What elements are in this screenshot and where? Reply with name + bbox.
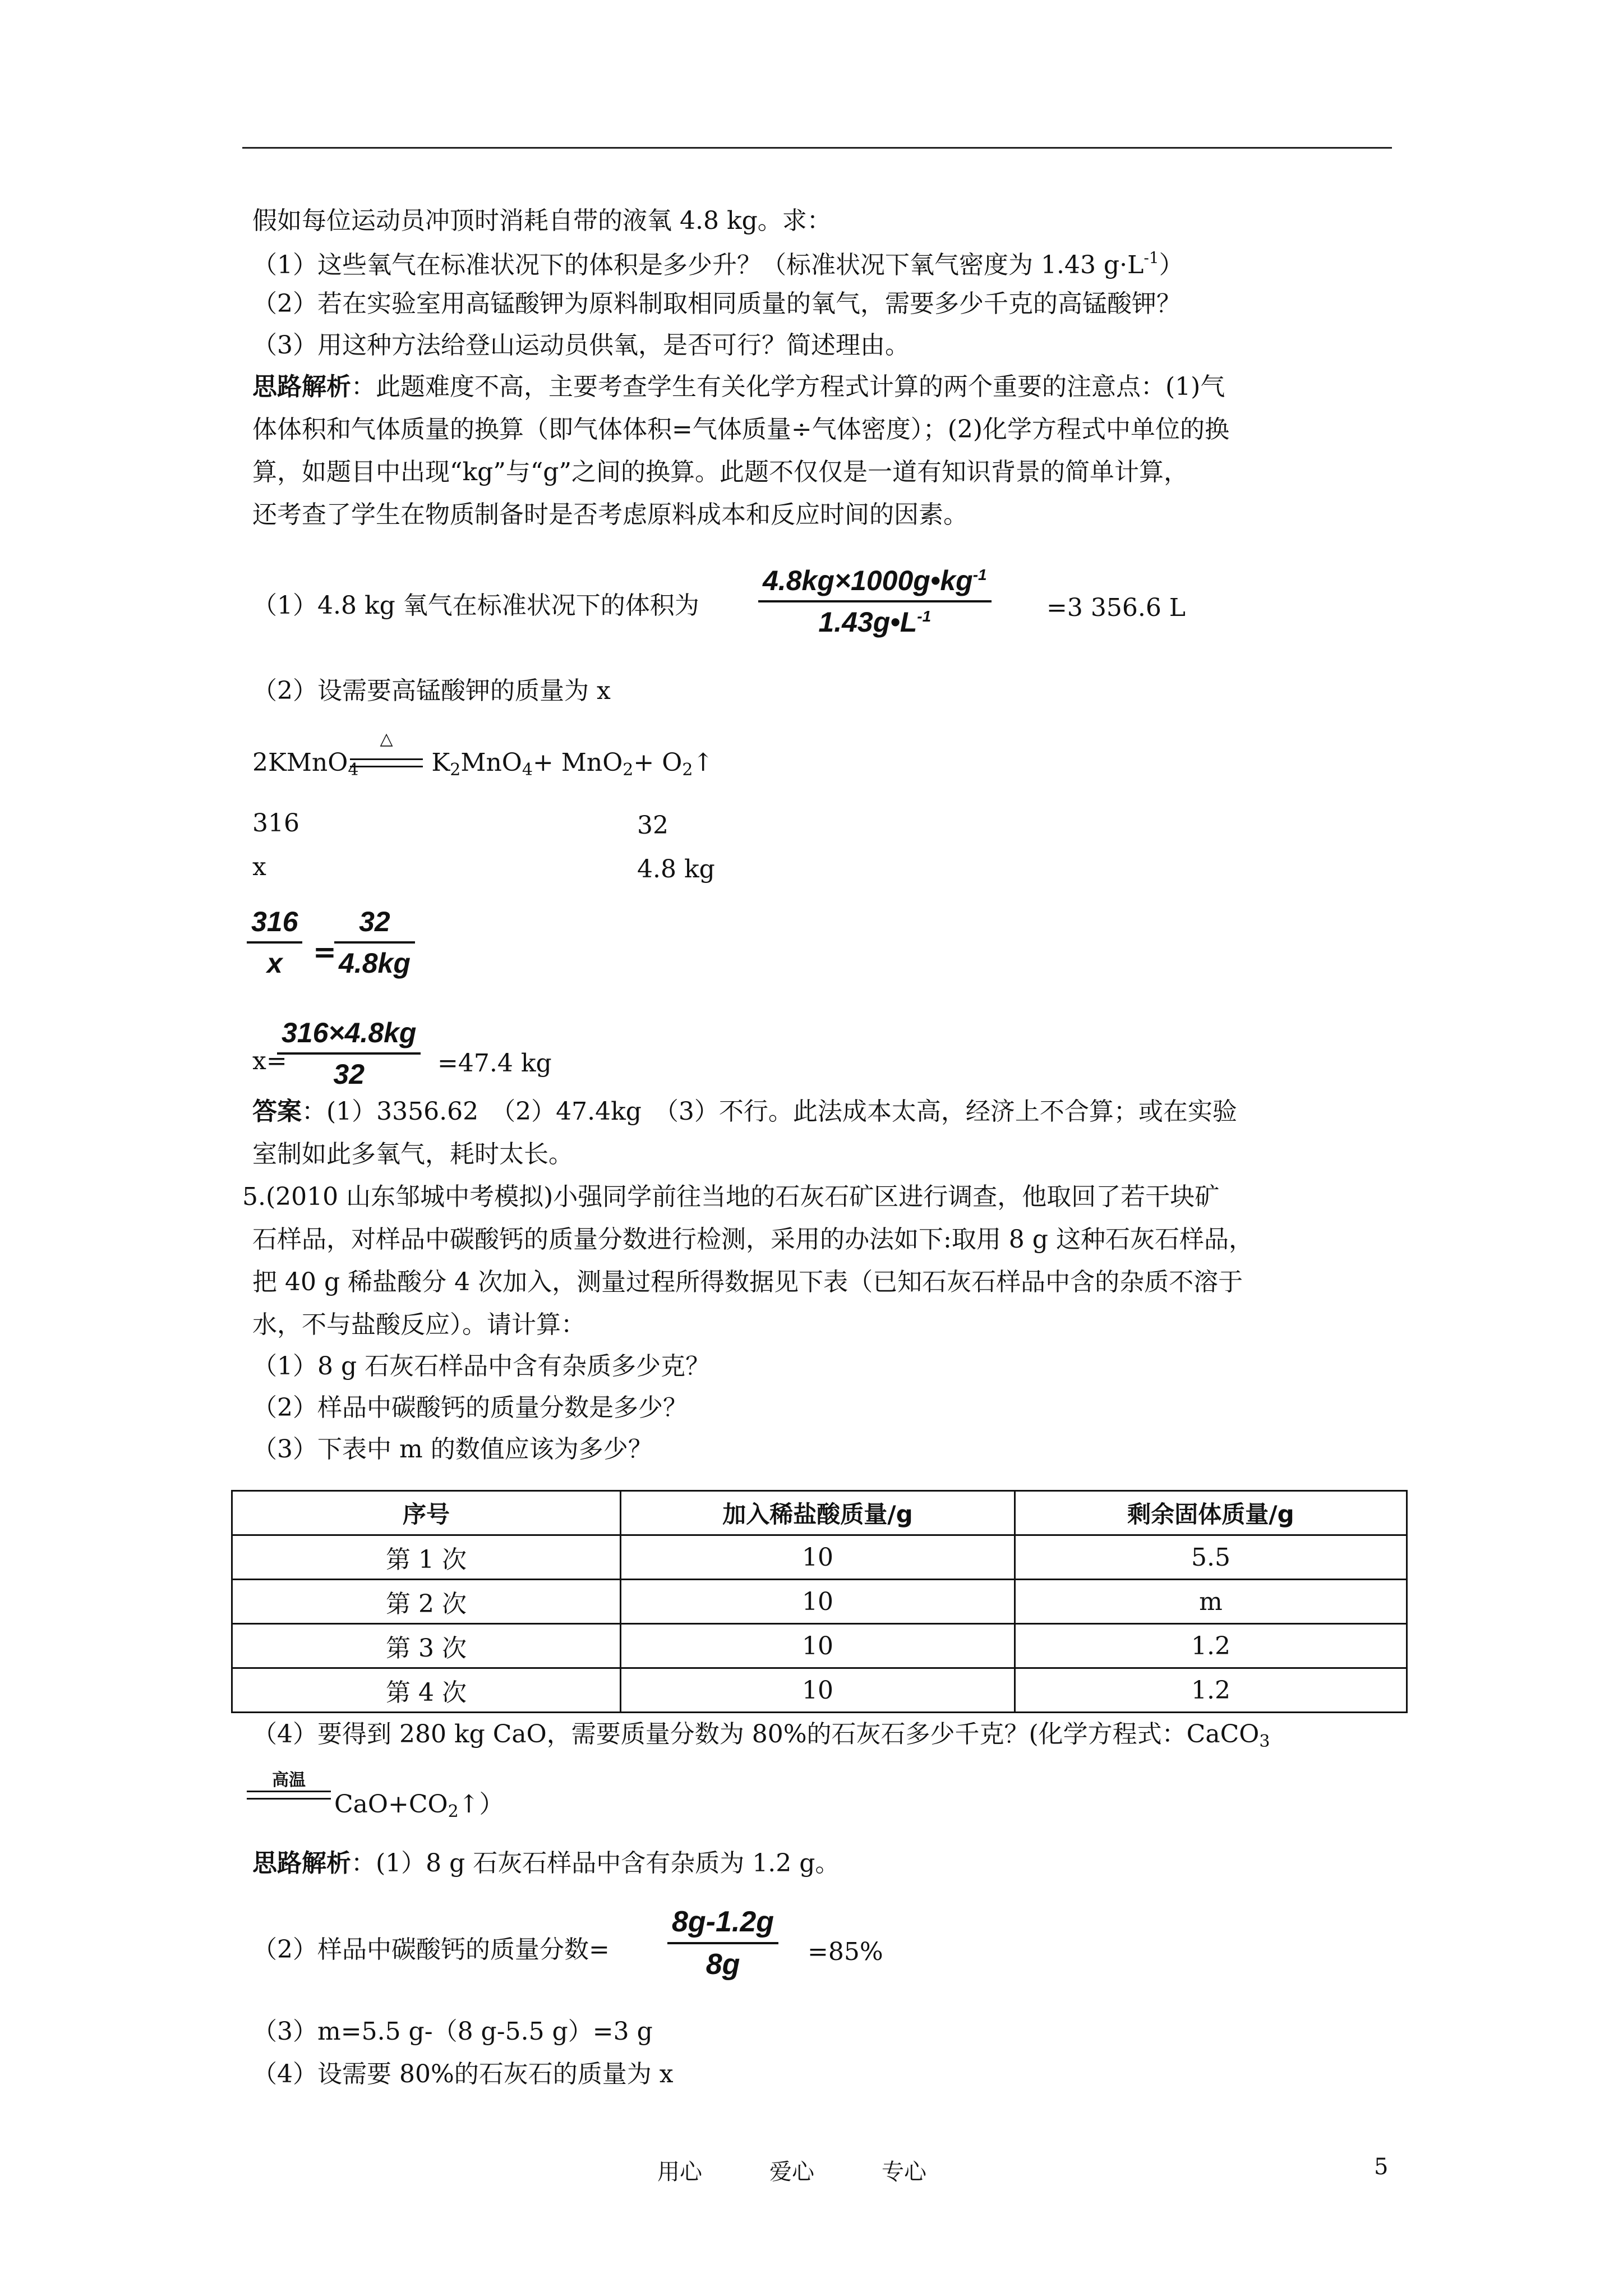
analysis2-line-1: 思路解析：(1）8 g 石灰石样品中含有杂质为 1.2 g。 [252, 1849, 840, 1878]
footer-motto-2: 爱心 [769, 2159, 814, 2185]
q5-sub-1: （1）8 g 石灰石样品中含有杂质多少克？ [252, 1352, 711, 1381]
unknown-x: x [252, 853, 266, 881]
table-cell: 10 [621, 1580, 1015, 1624]
table-header-row [232, 1491, 1407, 1535]
heat-condition: △ [380, 729, 393, 749]
molar-mass-o2: 32 [637, 811, 668, 840]
proportion-right: 32 4.8kg [334, 905, 415, 979]
header-rule [242, 147, 1392, 149]
question-3: （3）用这种方法给登山运动员供氧，是否可行？简述理由。 [252, 331, 910, 360]
table-cell: 第 4 次 [232, 1668, 621, 1713]
question-1: （1）这些氧气在标准状况下的体积是多少升？（标准状况下氧气密度为 1.43 $g\cdot L^{-1}$） [252, 249, 1184, 279]
chemical-equation: 2KMnO$_4$ $K_2MnO_4+ MnO_2+$ $O_2↑$ [252, 748, 714, 780]
table-header: 序号 [232, 1491, 621, 1535]
table-cell: 10 [621, 1624, 1015, 1668]
table-cell: 1.2 [1015, 1624, 1407, 1668]
table-row [232, 1668, 1407, 1713]
analysis2-line-2: （2）样品中碳酸钙的质量分数= [252, 1935, 610, 1964]
x-fraction: 316×4.8kg 32 [277, 1016, 421, 1091]
proportion-equals: = [313, 936, 336, 968]
answer-line-1: 答案：(1）3356.62 （2）47.4kg （3）不行。此法成本太高，经济上不合算；或在实验 [252, 1097, 1237, 1126]
table-cell: 10 [621, 1535, 1015, 1580]
q5-line-1: 5.(2010 山东邹城中考模拟)小强同学前往当地的石灰石矿区进行调查，他取回了若干块矿 [242, 1182, 1220, 1211]
table-cell: 1.2 [1015, 1668, 1407, 1713]
volume-fraction: $4.8kg\times 1000g•kg^{-1}$ $1.43g•L^{-1}$ [758, 564, 992, 638]
analysis2-line-4: （4）设需要 80%的石灰石的质量为 x [252, 2060, 674, 2088]
q5-sub-2: （2）样品中碳酸钙的质量分数是多少？ [252, 1393, 688, 1422]
x-result: =47.4 kg [437, 1049, 552, 1078]
table-cell: m [1015, 1580, 1407, 1624]
table-row [232, 1535, 1407, 1580]
table-cell: 第 1 次 [232, 1535, 621, 1580]
equation2-double-line [247, 1791, 331, 1800]
question-2: （2）若在实验室用高锰酸钾为原料制取相同质量的氧气，需要多少千克的高锰酸钾？ [252, 289, 1181, 318]
analysis-line-3: 算，如题目中出现“kg”与“g”之间的换算。此题不仅仅是一道有知识背景的简单计算， [252, 458, 1188, 486]
proportion-left: 316 x [247, 905, 302, 979]
q5-sub-4: （4）要得到 280 kg CaO，需要质量分数为 80%的石灰石多少千克？(化学方程式：CaCO$_3$ [252, 1720, 1270, 1751]
molar-mass-kmno4: 316 [252, 809, 299, 838]
problem-intro: 假如每位运动员冲顶时消耗自带的液氧 4.8 kg。求： [252, 206, 832, 235]
analysis-line-4: 还考查了学生在物质制备时是否考虑原料成本和反应时间的因素。 [252, 500, 968, 529]
table-header: 剩余固体质量/g [1015, 1491, 1407, 1535]
high-temp-condition: 高温 [272, 1770, 306, 1790]
table-cell: 第 3 次 [232, 1624, 621, 1668]
q5-line-2: 石样品，对样品中碳酸钙的质量分数进行检测，采用的办法如下:取用 8 g 这种石灰石样品， [252, 1225, 1253, 1254]
fraction-percent: 8g-1.2g 8g [667, 1905, 778, 1981]
q5-sub-3: （3）下表中 m 的数值应该为多少？ [252, 1435, 653, 1464]
table-row [232, 1580, 1407, 1624]
solution-step-2: （2）设需要高锰酸钾的质量为 x [252, 677, 611, 705]
footer-motto-3: 专心 [882, 2159, 926, 2185]
table-cell: 第 2 次 [232, 1580, 621, 1624]
table-row [232, 1624, 1407, 1668]
footer-motto-1: 用心 [657, 2159, 702, 2185]
solution-step-1: （1）4.8 kg 氧气在标准状况下的体积为 [252, 591, 699, 620]
table-cell: 5.5 [1015, 1535, 1407, 1580]
analysis2-line-3: （3）m=5.5 g-（8 g-5.5 g）=3 g [252, 2017, 653, 2046]
chemical-equation-2: $CaO+CO_2↑$） [334, 1790, 504, 1821]
percent-result: =85% [808, 1938, 883, 1966]
x-prefix: x= [252, 1047, 287, 1075]
q5-line-4: 水，不与盐酸反应）。请计算： [252, 1310, 585, 1339]
q5-line-3: 把 40 g 稀盐酸分 4 次加入，测量过程所得数据见下表（已知石灰石样品中含的杂质不溶于 [252, 1268, 1243, 1296]
analysis-line-1: 思路解析：此题难度不高，主要考查学生有关化学方程式计算的两个重要的注意点：(1)气 [252, 372, 1225, 401]
volume-result: =3 356.6 L [1046, 593, 1186, 622]
equation-double-line [350, 758, 423, 767]
table-cell: 10 [621, 1668, 1015, 1713]
data-table [231, 1490, 1408, 1713]
page-number: 5 [1374, 2154, 1389, 2180]
oxygen-mass: 4.8 kg [637, 855, 715, 884]
answer-line-2: 室制如此多氧气，耗时太长。 [252, 1140, 573, 1168]
analysis-line-2: 体体积和气体质量的换算（即气体体积=气体质量÷气体密度）；(2)化学方程式中单位的换 [252, 415, 1230, 444]
table-header: 加入稀盐酸质量/g [621, 1491, 1015, 1535]
